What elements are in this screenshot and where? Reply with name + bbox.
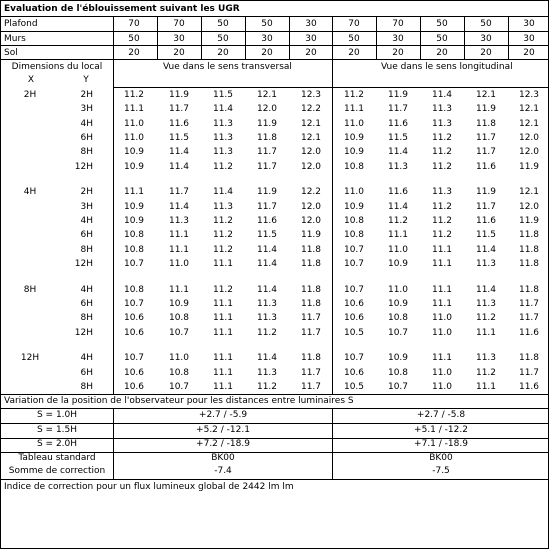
ugr-value-transverse: 11.8: [300, 258, 322, 269]
ugr-value-transverse: 11.0: [123, 118, 145, 129]
ugr-value-transverse: 10.8: [123, 284, 145, 295]
row-y-label: 4H: [80, 353, 93, 364]
ugr-value-transverse: 11.0: [168, 353, 190, 364]
ugr-value-transverse: 11.2: [212, 215, 234, 226]
ugr-value-longitudinal: 11.1: [431, 284, 453, 295]
ugr-value-longitudinal: 11.2: [431, 230, 453, 241]
ugr-value-longitudinal: 11.1: [431, 298, 453, 309]
reflectance-value: 20: [392, 48, 404, 58]
ugr-value-transverse: 11.3: [256, 313, 278, 324]
footnote: Indice de correction pour un flux lumineux global de 2442 lm lm: [4, 482, 294, 492]
ugr-value-transverse: 11.1: [212, 327, 234, 338]
row-y-label: 12H: [74, 258, 93, 269]
variation-transverse: +2.7 / -5.9: [198, 410, 248, 420]
ugr-value-longitudinal: 10.6: [343, 298, 365, 309]
ugr-value-transverse: 11.5: [256, 230, 278, 241]
ugr-value-longitudinal: 10.7: [343, 244, 365, 255]
group-x-label: 4H: [23, 187, 37, 198]
ugr-value-transverse: 12.0: [256, 104, 278, 115]
ugr-value-transverse: 11.3: [256, 298, 278, 309]
ugr-value-transverse: 11.8: [300, 353, 322, 364]
ugr-value-longitudinal: 10.5: [343, 327, 365, 338]
ugr-value-longitudinal: 11.2: [431, 215, 453, 226]
ugr-value-longitudinal: 10.8: [343, 215, 365, 226]
ugr-value-transverse: 11.1: [212, 313, 234, 324]
view-transverse-header: Vue dans le sens transversal: [163, 62, 292, 72]
ugr-value-longitudinal: 11.2: [475, 367, 497, 378]
ugr-value-longitudinal: 11.7: [475, 132, 497, 143]
variation-longitudinal: +2.7 / -5.8: [416, 410, 466, 420]
rule: [464, 16, 465, 60]
ugr-value-transverse: 11.6: [256, 215, 278, 226]
ugr-value-transverse: 11.3: [212, 147, 234, 158]
ugr-value-transverse: 10.9: [123, 201, 145, 212]
ugr-value-longitudinal: 11.0: [431, 327, 453, 338]
ugr-value-longitudinal: 11.1: [431, 244, 453, 255]
ugr-value-transverse: 11.4: [212, 187, 234, 198]
reflectance-value: 20: [261, 48, 273, 58]
ugr-value-longitudinal: 11.7: [518, 313, 540, 324]
rule: [201, 16, 202, 60]
standard-transverse: BK00: [211, 453, 235, 463]
ugr-value-transverse: 11.4: [168, 201, 190, 212]
ugr-value-longitudinal: 11.1: [475, 381, 497, 392]
ugr-value-transverse: 11.4: [256, 284, 278, 295]
ugr-value-longitudinal: 11.3: [475, 298, 497, 309]
ugr-value-transverse: 12.0: [300, 147, 322, 158]
variation-transverse: +5.2 / -12.1: [196, 425, 250, 435]
row-y-label: 12H: [74, 327, 93, 338]
variation-longitudinal: +7.1 / -18.9: [414, 439, 468, 449]
ugr-value-transverse: 11.7: [256, 147, 278, 158]
reflectance-value: 30: [173, 34, 185, 44]
reflectance-label: Sol: [4, 48, 18, 58]
ugr-value-transverse: 10.8: [168, 313, 190, 324]
ugr-value-transverse: 11.1: [168, 230, 190, 241]
ugr-value-transverse: 11.3: [212, 132, 234, 143]
reflectance-value: 30: [305, 19, 317, 29]
ugr-value-transverse: 11.4: [256, 353, 278, 364]
ugr-value-longitudinal: 11.0: [431, 381, 453, 392]
reflectance-value: 70: [392, 19, 404, 29]
reflectance-value: 30: [305, 34, 317, 44]
ugr-value-transverse: 11.1: [123, 104, 145, 115]
ugr-value-longitudinal: 11.3: [431, 187, 453, 198]
ugr-value-longitudinal: 10.7: [343, 258, 365, 269]
reflectance-value: 20: [217, 48, 229, 58]
ugr-value-transverse: 11.2: [212, 230, 234, 241]
ugr-value-transverse: 11.8: [300, 284, 322, 295]
ugr-value-longitudinal: 11.0: [431, 313, 453, 324]
row-y-label: 2H: [80, 90, 93, 100]
reflectance-value: 30: [261, 34, 273, 44]
ugr-value-transverse: 11.9: [300, 230, 322, 241]
ugr-value-transverse: 11.7: [300, 313, 322, 324]
variation-label: S = 1.5H: [36, 425, 78, 435]
ugr-value-longitudinal: 11.2: [343, 90, 365, 100]
ugr-value-longitudinal: 11.6: [387, 118, 409, 129]
y-header: Y: [83, 75, 89, 85]
ugr-value-transverse: 11.7: [168, 187, 190, 198]
ugr-value-longitudinal: 11.4: [475, 244, 497, 255]
ugr-value-longitudinal: 11.9: [518, 215, 540, 226]
ugr-value-transverse: 10.9: [123, 147, 145, 158]
reflectance-value: 20: [305, 48, 317, 58]
ugr-value-transverse: 11.2: [256, 381, 278, 392]
group-x-label: 8H: [23, 284, 37, 295]
rule: [1, 16, 549, 17]
ugr-value-transverse: 11.7: [300, 327, 322, 338]
row-y-label: 6H: [80, 230, 93, 241]
ugr-value-transverse: 10.6: [123, 313, 145, 324]
ugr-value-longitudinal: 12.1: [518, 187, 540, 198]
ugr-value-longitudinal: 11.9: [475, 187, 497, 198]
group-x-label: 2H: [23, 90, 37, 100]
correction-label: Somme de correction: [8, 466, 106, 476]
ugr-value-longitudinal: 11.2: [431, 132, 453, 143]
reflectance-value: 50: [436, 19, 448, 29]
ugr-value-transverse: 11.3: [212, 201, 234, 212]
correction-transverse: -7.4: [214, 466, 232, 476]
ugr-value-longitudinal: 10.7: [343, 353, 365, 364]
ugr-value-transverse: 11.5: [212, 90, 234, 100]
ugr-value-longitudinal: 11.3: [475, 353, 497, 364]
x-header: X: [27, 75, 35, 85]
rule: [1, 408, 549, 409]
ugr-value-longitudinal: 12.3: [518, 90, 540, 100]
ugr-value-transverse: 11.1: [212, 353, 234, 364]
ugr-value-transverse: 10.6: [123, 381, 145, 392]
rule: [332, 408, 333, 479]
ugr-value-longitudinal: 11.1: [431, 258, 453, 269]
ugr-value-longitudinal: 10.9: [387, 258, 409, 269]
ugr-value-longitudinal: 11.6: [518, 327, 540, 338]
ugr-value-longitudinal: 11.0: [387, 284, 409, 295]
ugr-value-longitudinal: 11.8: [518, 284, 540, 295]
ugr-value-longitudinal: 11.9: [518, 161, 540, 172]
ugr-value-longitudinal: 12.1: [518, 118, 540, 129]
ugr-value-transverse: 10.9: [168, 298, 190, 309]
ugr-value-longitudinal: 11.3: [475, 258, 497, 269]
ugr-value-longitudinal: 12.1: [518, 104, 540, 115]
page-title: Evaluation de l'éblouissement suivant les UGR: [4, 4, 240, 14]
ugr-value-longitudinal: 10.9: [343, 201, 365, 212]
row-y-label: 3H: [80, 201, 93, 212]
variation-label: S = 2.0H: [36, 439, 78, 449]
reflectance-value: 20: [480, 48, 492, 58]
ugr-value-transverse: 12.0: [300, 215, 322, 226]
ugr-value-transverse: 11.7: [168, 104, 190, 115]
ugr-value-longitudinal: 11.4: [387, 147, 409, 158]
reflectance-value: 20: [128, 48, 140, 58]
ugr-value-longitudinal: 11.3: [431, 118, 453, 129]
group-x-label: 12H: [20, 353, 40, 364]
ugr-value-transverse: 11.7: [256, 201, 278, 212]
ugr-value-longitudinal: 10.6: [343, 367, 365, 378]
ugr-value-transverse: 11.1: [212, 381, 234, 392]
rule: [508, 16, 509, 60]
ugr-value-longitudinal: 11.6: [475, 161, 497, 172]
ugr-value-longitudinal: 11.5: [387, 132, 409, 143]
ugr-value-transverse: 10.8: [123, 244, 145, 255]
ugr-value-longitudinal: 12.0: [518, 147, 540, 158]
ugr-value-longitudinal: 11.4: [387, 201, 409, 212]
ugr-value-transverse: 11.7: [256, 161, 278, 172]
ugr-value-longitudinal: 10.7: [387, 327, 409, 338]
reflectance-label: Murs: [4, 34, 26, 44]
dimension-header: Dimensions du local: [11, 62, 103, 72]
ugr-value-transverse: 11.9: [256, 187, 278, 198]
ugr-value-longitudinal: 11.7: [518, 367, 540, 378]
row-y-label: 8H: [80, 381, 93, 392]
ugr-value-transverse: 10.7: [123, 258, 145, 269]
ugr-value-longitudinal: 10.7: [387, 381, 409, 392]
ugr-value-longitudinal: 11.6: [475, 215, 497, 226]
reflectance-value: 50: [261, 19, 273, 29]
row-y-label: 8H: [80, 313, 93, 324]
ugr-value-transverse: 10.9: [123, 215, 145, 226]
ugr-value-transverse: 11.3: [212, 118, 234, 129]
reflectance-value: 70: [128, 19, 140, 29]
ugr-value-transverse: 11.5: [168, 132, 190, 143]
row-y-label: 3H: [80, 104, 93, 115]
ugr-value-longitudinal: 11.0: [343, 118, 365, 129]
ugr-value-transverse: 10.7: [168, 327, 190, 338]
ugr-value-transverse: 11.8: [256, 132, 278, 143]
ugr-value-longitudinal: 10.9: [343, 132, 365, 143]
rule: [1, 31, 549, 32]
ugr-value-transverse: 11.1: [123, 187, 145, 198]
ugr-value-longitudinal: 11.8: [475, 118, 497, 129]
rule: [376, 16, 377, 60]
ugr-value-transverse: 12.1: [300, 132, 322, 143]
row-y-label: 6H: [80, 367, 93, 378]
ugr-value-transverse: 11.9: [256, 118, 278, 129]
ugr-value-transverse: 12.3: [300, 90, 322, 100]
ugr-value-longitudinal: 10.8: [387, 367, 409, 378]
ugr-value-transverse: 11.7: [300, 367, 322, 378]
ugr-value-longitudinal: 11.6: [518, 381, 540, 392]
ugr-value-longitudinal: 11.8: [518, 353, 540, 364]
ugr-value-longitudinal: 11.9: [387, 90, 409, 100]
row-y-label: 6H: [80, 132, 93, 143]
reflectance-value: 20: [173, 48, 185, 58]
ugr-value-longitudinal: 11.2: [431, 147, 453, 158]
row-y-label: 2H: [80, 187, 93, 198]
ugr-value-transverse: 11.7: [300, 381, 322, 392]
ugr-value-transverse: 10.8: [168, 367, 190, 378]
reflectance-value: 50: [480, 19, 492, 29]
variation-longitudinal: +5.1 / -12.2: [414, 425, 468, 435]
ugr-value-transverse: 11.1: [168, 284, 190, 295]
ugr-value-longitudinal: 11.6: [387, 187, 409, 198]
view-longitudinal-header: Vue dans le sens longitudinal: [381, 62, 513, 72]
ugr-value-longitudinal: 10.9: [387, 298, 409, 309]
standard-label: Tableau standard: [18, 453, 96, 463]
row-y-label: 12H: [74, 161, 93, 172]
reflectance-value: 30: [523, 34, 535, 44]
correction-longitudinal: -7.5: [432, 466, 450, 476]
ugr-value-longitudinal: 11.4: [431, 90, 453, 100]
rule: [245, 16, 246, 60]
ugr-value-longitudinal: 12.0: [518, 201, 540, 212]
ugr-value-transverse: 11.4: [212, 104, 234, 115]
ugr-value-longitudinal: 11.4: [475, 284, 497, 295]
ugr-value-transverse: 11.1: [212, 258, 234, 269]
ugr-value-longitudinal: 11.1: [431, 353, 453, 364]
reflectance-value: 50: [128, 34, 140, 44]
ugr-value-transverse: 11.2: [212, 244, 234, 255]
rule: [1, 59, 549, 60]
ugr-value-longitudinal: 11.2: [387, 215, 409, 226]
reflectance-value: 50: [217, 34, 229, 44]
ugr-value-longitudinal: 11.0: [387, 244, 409, 255]
ugr-value-longitudinal: 11.1: [475, 327, 497, 338]
reflectance-value: 50: [348, 34, 360, 44]
reflectance-label: Plafond: [4, 19, 38, 29]
ugr-value-longitudinal: 11.7: [387, 104, 409, 115]
ugr-value-transverse: 11.4: [256, 244, 278, 255]
row-y-label: 4H: [80, 284, 93, 295]
ugr-value-longitudinal: 11.0: [343, 187, 365, 198]
ugr-value-transverse: 11.8: [300, 244, 322, 255]
ugr-value-longitudinal: 11.5: [475, 230, 497, 241]
ugr-value-transverse: 10.6: [123, 367, 145, 378]
ugr-value-transverse: 11.0: [123, 132, 145, 143]
rule: [1, 394, 549, 395]
ugr-value-longitudinal: 10.8: [387, 313, 409, 324]
ugr-value-longitudinal: 11.0: [431, 367, 453, 378]
rule: [420, 16, 421, 60]
variation-transverse: +7.2 / -18.9: [196, 439, 250, 449]
ugr-value-transverse: 12.0: [300, 201, 322, 212]
reflectance-value: 50: [217, 19, 229, 29]
ugr-value-longitudinal: 11.3: [387, 161, 409, 172]
reflectance-value: 70: [173, 19, 185, 29]
variation-title: Variation de la position de l'observateur pour les distances entre luminaires S: [4, 396, 354, 406]
ugr-value-transverse: 11.2: [123, 90, 145, 100]
ugr-value-transverse: 11.0: [168, 258, 190, 269]
row-y-label: 4H: [80, 215, 93, 226]
ugr-value-transverse: 11.6: [168, 118, 190, 129]
ugr-value-transverse: 10.7: [123, 353, 145, 364]
ugr-value-longitudinal: 11.2: [431, 201, 453, 212]
ugr-value-transverse: 11.2: [212, 284, 234, 295]
ugr-value-transverse: 12.0: [300, 161, 322, 172]
ugr-value-longitudinal: 11.7: [475, 201, 497, 212]
reflectance-value: 50: [436, 34, 448, 44]
reflectance-value: 20: [436, 48, 448, 58]
ugr-value-transverse: 12.1: [256, 90, 278, 100]
ugr-value-longitudinal: 10.6: [343, 313, 365, 324]
ugr-value-transverse: 10.7: [168, 381, 190, 392]
ugr-value-longitudinal: 11.2: [431, 161, 453, 172]
ugr-value-transverse: 11.3: [168, 215, 190, 226]
ugr-value-transverse: 11.2: [256, 327, 278, 338]
ugr-value-longitudinal: 10.9: [343, 147, 365, 158]
ugr-value-transverse: 10.7: [123, 298, 145, 309]
reflectance-value: 30: [480, 34, 492, 44]
ugr-value-transverse: 12.1: [300, 118, 322, 129]
reflectance-value: 30: [523, 19, 535, 29]
reflectance-value: 30: [392, 34, 404, 44]
ugr-value-transverse: 11.1: [212, 298, 234, 309]
ugr-value-longitudinal: 11.2: [475, 313, 497, 324]
row-y-label: 8H: [80, 244, 93, 255]
ugr-value-longitudinal: 11.8: [518, 258, 540, 269]
ugr-value-transverse: 11.1: [212, 367, 234, 378]
ugr-value-transverse: 12.2: [300, 104, 322, 115]
ugr-value-longitudinal: 11.1: [387, 230, 409, 241]
ugr-value-transverse: 12.2: [300, 187, 322, 198]
reflectance-value: 70: [348, 19, 360, 29]
rule: [113, 87, 549, 88]
ugr-value-longitudinal: 12.0: [518, 132, 540, 143]
row-y-label: 6H: [80, 298, 93, 309]
ugr-value-longitudinal: 10.5: [343, 381, 365, 392]
ugr-value-longitudinal: 10.7: [343, 284, 365, 295]
ugr-value-transverse: 11.4: [168, 161, 190, 172]
ugr-value-transverse: 10.9: [123, 161, 145, 172]
ugr-value-transverse: 10.6: [123, 327, 145, 338]
ugr-value-longitudinal: 12.1: [475, 90, 497, 100]
rule: [1, 45, 549, 46]
rule: [157, 16, 158, 60]
ugr-value-longitudinal: 11.1: [343, 104, 365, 115]
ugr-value-longitudinal: 10.8: [343, 230, 365, 241]
ugr-value-longitudinal: 11.7: [518, 298, 540, 309]
ugr-value-longitudinal: 11.8: [518, 244, 540, 255]
ugr-value-transverse: 11.3: [256, 367, 278, 378]
standard-longitudinal: BK00: [429, 453, 453, 463]
ugr-value-longitudinal: 11.8: [518, 230, 540, 241]
ugr-value-transverse: 10.8: [123, 230, 145, 241]
reflectance-value: 20: [348, 48, 360, 58]
ugr-value-transverse: 11.2: [212, 161, 234, 172]
row-y-label: 8H: [80, 147, 93, 158]
reflectance-value: 20: [523, 48, 535, 58]
ugr-value-longitudinal: 10.8: [343, 161, 365, 172]
ugr-value-transverse: 11.8: [300, 298, 322, 309]
ugr-value-transverse: 11.4: [256, 258, 278, 269]
ugr-value-transverse: 11.1: [168, 244, 190, 255]
rule: [1, 479, 549, 480]
ugr-value-longitudinal: 11.3: [431, 104, 453, 115]
ugr-value-longitudinal: 10.9: [387, 353, 409, 364]
ugr-value-transverse: 11.4: [168, 147, 190, 158]
ugr-value-longitudinal: 11.7: [475, 147, 497, 158]
rule: [289, 16, 290, 60]
row-y-label: 4H: [80, 118, 93, 129]
ugr-value-longitudinal: 11.9: [475, 104, 497, 115]
variation-label: S = 1.0H: [36, 410, 78, 420]
rule: [1, 423, 549, 424]
ugr-value-transverse: 11.9: [168, 90, 190, 100]
